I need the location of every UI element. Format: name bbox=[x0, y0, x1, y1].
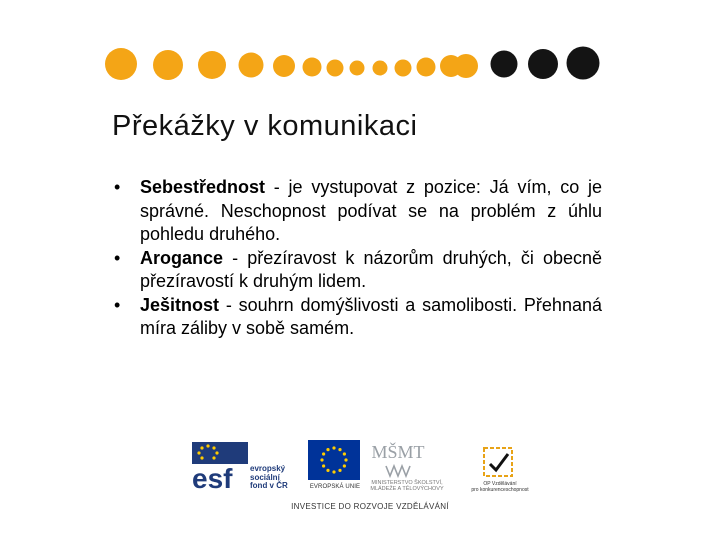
eu-star bbox=[320, 458, 323, 461]
bullet-mark: • bbox=[114, 247, 121, 268]
msmt-logo-icon bbox=[371, 440, 425, 480]
eu-star bbox=[338, 469, 341, 472]
op-caption: OP Vzdělávání pro konkurenceschopnost bbox=[471, 481, 529, 493]
msmt-logo-text: MŠMT bbox=[371, 442, 425, 462]
bullet-term: Ješitnost bbox=[140, 294, 220, 315]
orange-dot bbox=[239, 53, 264, 78]
dark-dot bbox=[528, 49, 558, 79]
footer-logo-strip bbox=[190, 436, 530, 516]
eu-flag-icon bbox=[308, 440, 360, 480]
bullet-text: - souhrn domýšlivosti a samolibosti. Přehnaná míra záliby v sobě samém. bbox=[140, 294, 602, 338]
orange-dot bbox=[303, 58, 322, 77]
orange-dot bbox=[198, 51, 226, 79]
orange-dot bbox=[454, 54, 478, 78]
eu-star bbox=[344, 458, 347, 461]
esf-logo-text: esf bbox=[192, 463, 233, 494]
dark-dot bbox=[567, 47, 600, 80]
op-vk-logo-icon bbox=[478, 442, 518, 482]
eu-star bbox=[343, 464, 346, 467]
slide-title: Překážky v komunikaci bbox=[112, 110, 418, 142]
orange-dot bbox=[395, 60, 412, 77]
orange-dot bbox=[105, 48, 137, 80]
bullet-item-jesitnost bbox=[114, 294, 602, 341]
eu-star bbox=[322, 464, 325, 467]
bullet-mark: • bbox=[114, 177, 121, 197]
bullet-text: - je vystupovat z pozice: Já vím, co je správné. Neschopnost podívat se na problém z úhlu pohledu druhého. bbox=[140, 177, 602, 244]
eu-star bbox=[343, 452, 346, 455]
esf-logo bbox=[192, 442, 300, 494]
dark-dot bbox=[491, 51, 518, 78]
orange-dot bbox=[373, 61, 388, 76]
bullet-item-arogance bbox=[114, 247, 602, 294]
decorative-dot-row bbox=[0, 0, 720, 100]
bullet-term: Arogance bbox=[140, 247, 224, 268]
orange-dot bbox=[327, 60, 344, 77]
eu-label: EVROPSKÁ UNIE bbox=[309, 484, 361, 490]
eu-star bbox=[338, 448, 341, 451]
eu-star bbox=[322, 452, 325, 455]
eu-star bbox=[332, 446, 335, 449]
bullet-item-sebestrednost bbox=[114, 176, 602, 247]
eu-star bbox=[326, 448, 329, 451]
orange-dot bbox=[153, 50, 183, 80]
msmt-caption: MINISTERSTVO ŠKOLSTVÍ, MLÁDEŽE A TĚLOVÝCHOVY bbox=[370, 480, 444, 492]
bullet-text: - přezíravost k názorům druhých, či obecně přezíravostí k druhým lidem. bbox=[140, 247, 602, 291]
eu-star bbox=[332, 470, 335, 473]
orange-dot bbox=[417, 58, 436, 77]
orange-dot bbox=[273, 55, 295, 77]
eu-star bbox=[326, 469, 329, 472]
bullet-term: Sebestřednost bbox=[140, 177, 266, 197]
orange-dot bbox=[350, 61, 365, 76]
bullet-list bbox=[114, 176, 602, 341]
esf-caption: evropský sociální fond v ČR bbox=[250, 464, 288, 490]
esf-flag-icon bbox=[192, 442, 248, 494]
tagline: INVESTICE DO ROZVOJE VZDĚLÁVÁNÍ bbox=[291, 502, 449, 511]
bullet-mark: • bbox=[114, 294, 121, 315]
